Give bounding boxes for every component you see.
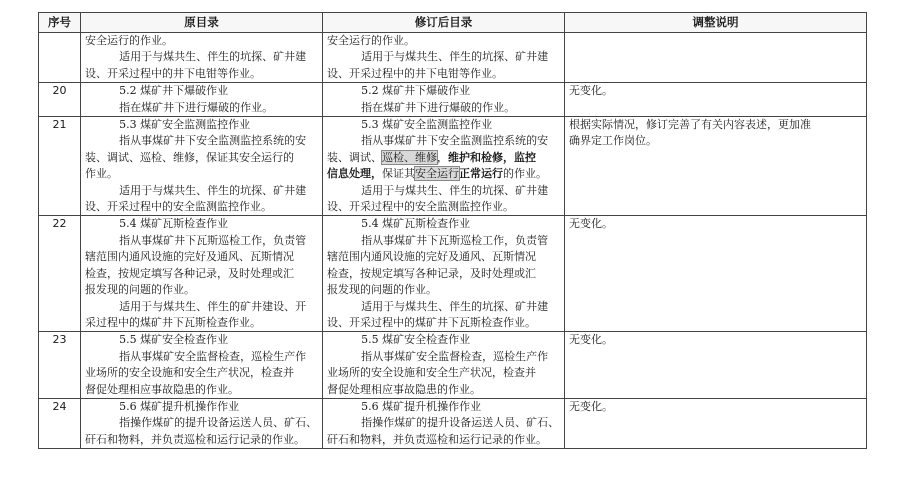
text-line: 辖范围内通风设施的完好及通风、瓦斯情况 [85,250,294,264]
text-line [327,166,560,182]
revised-cell [323,117,565,216]
text-line: 指从事煤矿井下安全监测监控系统的安 [361,134,549,148]
text-line: 指从事煤矿井下瓦斯巡检工作，负责管 [119,233,307,247]
note-cell [565,83,867,117]
table-row [39,398,867,448]
table-row [39,83,867,117]
text-line: 5.3 煤矿安全监测监控作业 [361,118,493,132]
text-line: 矸石和物料，并负责巡检和运行记录的作业。 [85,432,305,446]
text-line: 适用于与煤共生、伴生的坑探、矿井建 [119,183,307,197]
text-line: 业场所的安全设施和安全生产状况，检查并 [327,366,536,380]
header-original: 原目录 [81,13,323,33]
note-text: 无变化。 [569,333,613,347]
text-line: 检查，按规定填写各种记录，及时处理或汇 [85,266,294,280]
text-line: 指从事煤矿井下安全监测监控系统的安 [119,134,307,148]
revised-cell [323,398,565,448]
text-line: 检查，按规定填写各种记录，及时处理或汇 [327,266,536,280]
row-number: 24 [39,398,81,448]
inserted-text: 维护和检修，监控 [448,150,536,164]
note-cell [565,117,867,216]
text-line: 5.3 煤矿安全监测监控作业 [119,118,251,132]
row-number [39,33,81,83]
header-revised: 修订后目录 [323,13,565,33]
header-seq: 序号 [39,13,81,33]
table-row-continued [39,33,867,83]
text-line: 5.5 煤矿安全检查作业 [361,333,471,347]
table-row [39,216,867,332]
text-line: 5.6 煤矿提升机操作作业 [119,399,240,413]
row-number: 20 [39,83,81,117]
text-line: 5.5 煤矿安全检查作业 [119,333,229,347]
text-line: 适用于与煤共生、伴生的矿井建设、开 [119,299,307,313]
note-cell [565,398,867,448]
text-line: 报发现的问题的作业。 [85,283,195,297]
text-line: 督促处理相应事故隐患的作业。 [85,382,239,396]
text-line: 5.4 煤矿瓦斯检查作业 [119,217,229,231]
note-cell [565,332,867,399]
note-text: 确界定工作岗位。 [569,134,657,148]
text-line: 适用于与煤共生、伴生的坑探、矿井建 [119,50,307,64]
note-text: 无变化。 [569,399,613,413]
revised-cell [323,332,565,399]
text-line: 5.2 煤矿井下爆破作业 [119,84,229,98]
text-run: 的作业。 [503,167,547,181]
note-cell [565,33,867,83]
note-text: 无变化。 [569,217,613,231]
text-line: 报发现的问题的作业。 [327,283,437,297]
inserted-text: 正常运行 [459,167,503,181]
row-number: 21 [39,117,81,216]
original-cell [81,117,323,216]
text-line: 指操作煤矿的提升设备运送人员、矿石、 [119,416,318,430]
text-line: 设、开采过程中的安全监测监控作业。 [327,200,514,214]
revised-cell [323,33,565,83]
text-line: 设、开采过程中的安全监测监控作业。 [85,200,272,214]
note-text: 无变化。 [569,84,613,98]
note-text: 根据实际情况，修订完善了有关内容表述，更加准 [569,118,811,132]
text-line: 指在煤矿井下进行爆破的作业。 [361,100,516,114]
text-line: 5.4 煤矿瓦斯检查作业 [361,217,471,231]
text-line: 适用于与煤共生、伴生的坑探、矿井建 [361,183,549,197]
revised-cell [323,83,565,117]
header-row [39,13,867,33]
header-note: 调整说明 [565,13,867,33]
original-cell [81,33,323,83]
text-line: 指从事煤矿安全监督检查，巡检生产作 [119,349,307,363]
text-line: 适用于与煤共生、伴生的坑探、矿井建 [361,50,549,64]
text-line: 指从事煤矿安全监督检查，巡检生产作 [361,349,549,363]
text-line: 指在煤矿井下进行爆破的作业。 [119,100,274,114]
text-line: 督促处理相应事故隐患的作业。 [327,382,481,396]
row-number: 23 [39,332,81,399]
text-run: ， [437,150,448,164]
row-number: 22 [39,216,81,332]
text-line: 5.6 煤矿提升机操作作业 [361,399,482,413]
text-line: 指操作煤矿的提升设备运送人员、矿石、 [361,416,560,430]
original-cell [81,332,323,399]
text-line: 作业。 [85,167,118,181]
table-row [39,117,867,216]
text-line: 矸石和物料，并负责巡检和运行记录的作业。 [327,432,547,446]
text-line: 装、调试、巡检、维修，保证其安全运行的 [85,150,294,164]
text-line: 5.2 煤矿井下爆破作业 [361,84,471,98]
text-run: 保证其 [382,167,415,181]
revised-cell [323,216,565,332]
text-line: 安全运行的作业。 [327,34,415,47]
text-line: 适用于与煤共生、伴生的坑探、矿井建 [361,299,549,313]
text-line: 安全运行的作业。 [85,34,173,47]
table-row [39,332,867,399]
original-cell [81,216,323,332]
revision-table [38,12,867,449]
text-run: 装、调试、 [327,150,382,164]
text-line: 采过程中的煤矿井下瓦斯检查作业。 [85,315,261,329]
note-cell [565,216,867,332]
text-line: 设、开采过程中的井下电钳等作业。 [327,66,503,80]
text-line [327,150,560,166]
text-line: 设、开采过程中的煤矿井下瓦斯检查作业。 [327,315,536,329]
original-cell [81,398,323,448]
original-cell [81,83,323,117]
text-line: 设、开采过程中的井下电钳等作业。 [85,66,261,80]
text-line: 指从事煤矿井下瓦斯巡检工作，负责管 [361,233,549,247]
text-line: 辖范围内通风设施的完好及通风、瓦斯情况 [327,250,536,264]
deleted-text-highlight: 安全运行 [415,167,459,181]
inserted-text: 信息处理， [327,167,382,181]
text-line: 业场所的安全设施和安全生产状况，检查并 [85,366,294,380]
deleted-text-highlight: 巡检、维修 [382,150,437,164]
